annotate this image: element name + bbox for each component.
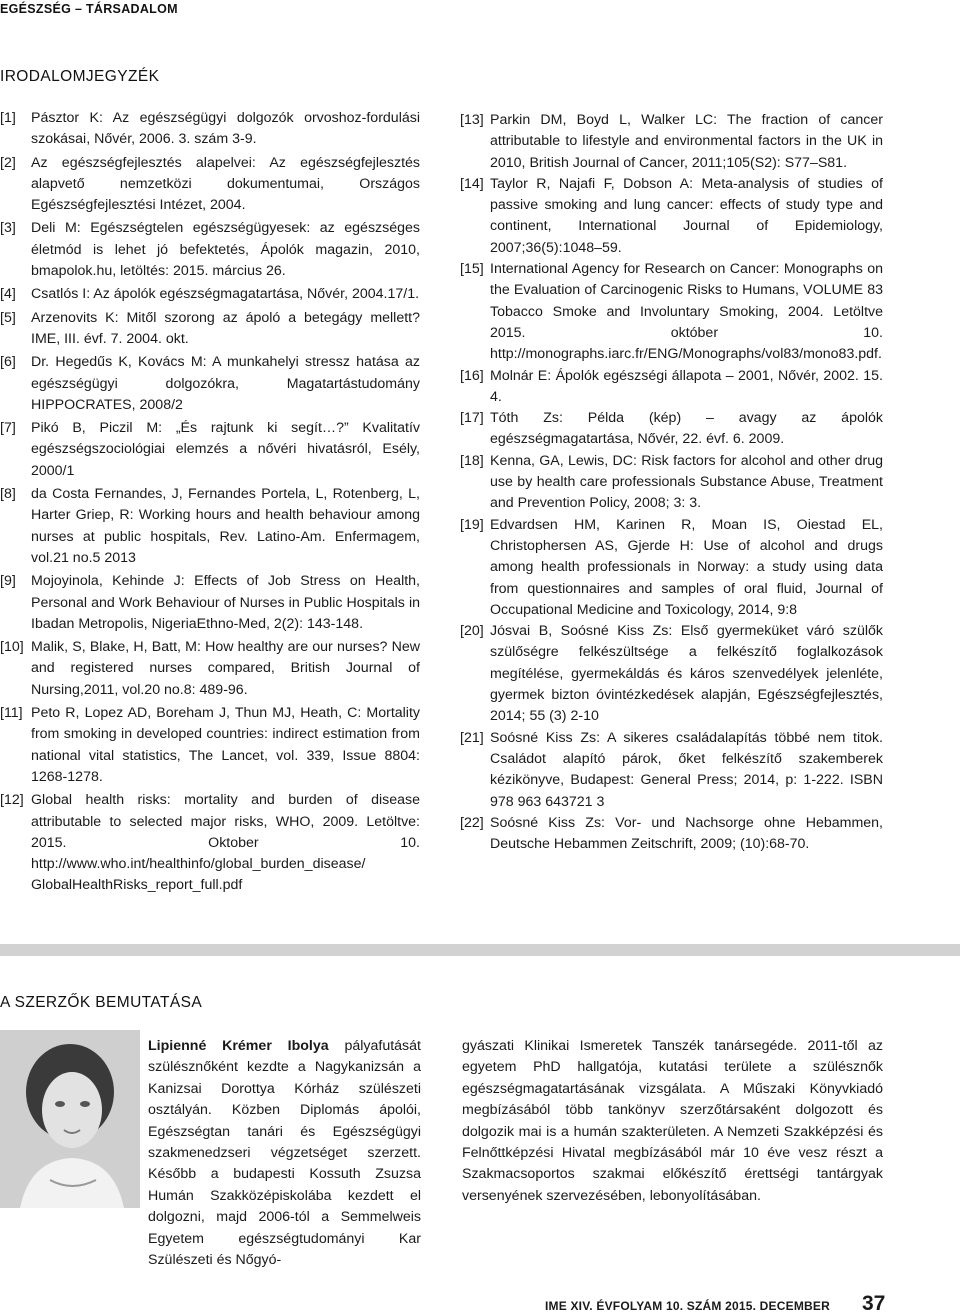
reference-text: Pikó B, Piczil M: „És rajtunk ki segít…?” Kvalitatív egészségszociológiai elemzés a nővéri hivatásról, Esély, 2000/1 [31,420,420,479]
reference-text: Arzenovits K: Mitől szorong az ápoló a betegágy mellett? IME, III. évf. 7. 2004. okt. [31,309,420,347]
reference-text: Csatlós I: Az ápolók egészségmagatartása, Nővér, 2004.17/1. [31,286,420,303]
references-left-column [0,108,420,899]
reference-item [460,110,883,174]
reference-text: da Costa Fernandes, J, Fernandes Portela, L, Rotenberg, L, Harter Griep, R: Working hours and health behaviour among nurses at public hospitals, Rev. Latino-Am. Enfermagem, vol.21 no.5 2013 [31,486,420,566]
reference-text: Molnár E: Ápolók egészségi állapota – 2001, Nővér, 2002. 15. 4. [490,367,883,405]
reference-item [0,637,420,701]
reference-text: Soósné Kiss Zs: Vor- und Nachsorge ohne Hebammen, Deutsche Hebammen Zeitschrift, 2009; (10):68-70. [490,814,883,853]
reference-item [0,284,420,305]
page-number: 37 [862,1292,886,1315]
reference-number: [7] [0,420,16,437]
reference-number: [16] [460,367,484,384]
reference-item [0,352,420,416]
section-divider [0,944,960,956]
reference-text: Deli M: Egészségtelen egészségügyesek: az egészséges életmód is lehet jó befektetés, Ápolók magazin, 2010, bmapolok.hu, letöltés: 2015. március 26. [31,220,420,280]
reference-item [460,515,883,621]
reference-text: Global health risks: mortality and burden of disease attributable to selected major risks, WHO, 2009. Letöltve: 2015. Oktober 10. http://www.who.int/healthinfo/global_burden_disease/ GlobalHealthRisks_report_full.pdf [31,792,420,894]
reference-text: Peto R, Lopez AD, Boreham J, Thun MJ, Heath, C: Mortality from smoking in developed countries: indirect estimation from national vital statistics, The Lancet, vol. 339, Issue 8804: 1268-1278. [31,705,420,785]
reference-text: Pásztor K: Az egészségügyi dolgozók orvoshoz-fordulási szokásai, Nővér, 2006. 3. szám 3-9. [31,110,420,148]
reference-item [460,728,883,813]
author-heading: A SZERZŐK BEMUTATÁSA [0,994,203,1011]
references-right-column [460,110,883,855]
reference-text: Dr. Hegedűs K, Kovács M: A munkahelyi stressz hatása az egészségügyi dolgozókra, Magatartástudomány HIPPOCRATES, 2008/2 [31,354,420,413]
author-bio-text-1: pályafutását szülésznőként kezdte a Nagykanizsán a Kanizsai Dorottya Kórház szülészeti osztályán. Közben Diplomás ápolói, Egészségtan tanári és Egészségügyi szakmenedzseri végzetséget szerzett. Később a budapesti Kossuth Zsuzsa Humán Szakközépiskolába kezdett el dolgozni, majd 2006-tól a Semmelweis Egyetem egészségtudományi Kar Szülészeti és Nőgyó- [148,1038,421,1269]
reference-text: Az egészségfejlesztés alapelvei: Az egészségfejlesztés alapvető nemzetközi dokumentumai, Országos Egészségfejlesztési Intézet, 2004. [31,154,420,214]
reference-item [0,308,420,351]
reference-text: Jósvai B, Soósné Kiss Zs: Első gyermeküket váró szülők szülőségre felkészültsége a felkészítő foglalkozások megítélése, gyermekáldás és káros szenvedélyek jelenléte, gyermek bizton óvintézkedések alapján, Egészségfejlesztés, 2014; 55 (3) 2-10 [490,623,883,725]
reference-item [460,451,883,515]
reference-number: [5] [0,309,16,326]
reference-number: [3] [0,220,16,237]
reference-number: [9] [0,573,16,590]
portrait-image [0,1030,140,1208]
reference-item [0,418,420,482]
reference-text: Tóth Zs: Példa (kép) – avagy az ápolók egészségmagatartása, Nővér, 22. évf. 6. 2009. [490,410,883,448]
author-bio-second: gyászati Klinikai Ismeretek Tanszék tanársegéde. 2011-től az egyetem PhD hallgatója, kutatási területe a szülésznők egészségmagatartásának vizsgálata. A Műszaki Könyvkiadó megbízásából több tankönyv szerzőtársaként dolgozott és dolgozik mai is a humán szakterületen. A Nemzeti Szakképzési és Felnőttképzési Hivatal megbízásából már 10 éve vesz részt a Szakmacsoportos szakmai előkészítő érettségi tantárgyak versenyének szervezésében, lebonyolításában. [462,1038,883,1204]
reference-number: [14] [460,175,484,192]
reference-number: [8] [0,486,16,503]
reference-number: [10] [0,639,24,656]
reference-text: Parkin DM, Boyd L, Walker LC: The fraction of cancer attributable to lifestyle and environmental factors in the UK in 2010, British Journal of Cancer, 2011;105(S2): S77–S81. [490,112,883,171]
reference-number: [15] [460,261,484,278]
reference-number: [19] [460,516,484,533]
reference-text: Mojoyinola, Kehinde J: Effects of Job Stress on Health, Personal and Work Behaviour of Nurses in Public Hospitals in Ibadan Metropolis, NigeriaEthno-Med, 2(2): 143-148. [31,573,420,632]
footer-issue: IME XIV. ÉVFOLYAM 10. SZÁM 2015. DECEMBER [545,1299,830,1313]
reference-item [0,484,420,569]
reference-text: Malik, S, Blake, H, Batt, M: How healthy are our nurses? New and registered nurses compared, British Journal of Nursing,2011, vol.20 no.8: 489-96. [31,639,420,698]
reference-number: [2] [0,154,16,171]
reference-number: [12] [0,792,24,809]
references-heading: IRODALOMJEGYZÉK [0,68,160,85]
reference-text: Soósné Kiss Zs: A sikeres családalapítás többé nem titok. Családot alapító párok, őket felkészítő szakemberek kézikönyve, Budapest: General Press; 2014, p: 1-222. ISBN 978 963 643721 3 [490,729,883,810]
reference-text: International Agency for Research on Cancer: Monographs on the Evaluation of Carcinogenic Risks to Humans, VOLUME 83 Tobacco Smoke and Involuntary Smoking, 2004. Letöltve 2015. október 10. http://monographs.iarc.fr/ENG/Monographs/vol83/mono83.pdf. [490,261,883,363]
reference-text: Edvardsen HM, Karinen R, Moan IS, Oiestad EL, Christophersen AS, Gjerde H: Use of alcohol and drugs among health professionals in Norway: a study using data from questionnaires and samples of oral fluid, Journal of Occupational Medicine and Toxicology, 2014, 9:8 [490,516,883,618]
reference-item [0,571,420,635]
reference-item [460,259,883,365]
reference-item [0,790,420,896]
author-name: Lipienné Krémer Ibolya [148,1038,329,1054]
reference-number: [11] [0,705,23,722]
reference-number: [17] [460,410,484,427]
reference-text: Taylor R, Najafi F, Dobson A: Meta-analysis of studies of passive smoking and lung cancer: effects of study type and continent, International Journal of Epidemiology, 2007;36(5):1048–59. [490,175,883,256]
reference-number: [6] [0,354,16,371]
reference-item [0,153,420,217]
reference-item [460,408,883,451]
reference-number: [20] [460,623,484,640]
reference-item [0,218,420,282]
reference-number: [18] [460,452,484,469]
reference-item [0,703,420,788]
author-bio-first [148,1036,421,1271]
reference-number: [1] [0,110,16,126]
reference-item [460,366,883,409]
reference-item [460,174,883,259]
reference-item [0,108,420,151]
reference-number: [13] [460,112,484,128]
author-photo [0,1030,140,1208]
reference-item [460,813,883,856]
reference-number: [22] [460,814,484,831]
reference-item [460,621,883,727]
reference-number: [4] [0,286,16,303]
section-tag: EGÉSZSÉG – TÁRSADALOM [0,2,178,16]
reference-number: [21] [460,729,484,746]
reference-text: Kenna, GA, Lewis, DC: Risk factors for alcohol and other drug use by health care professionals Substance Abuse, Treatment and Prevention Policy, 2008; 3: 3. [490,452,883,512]
